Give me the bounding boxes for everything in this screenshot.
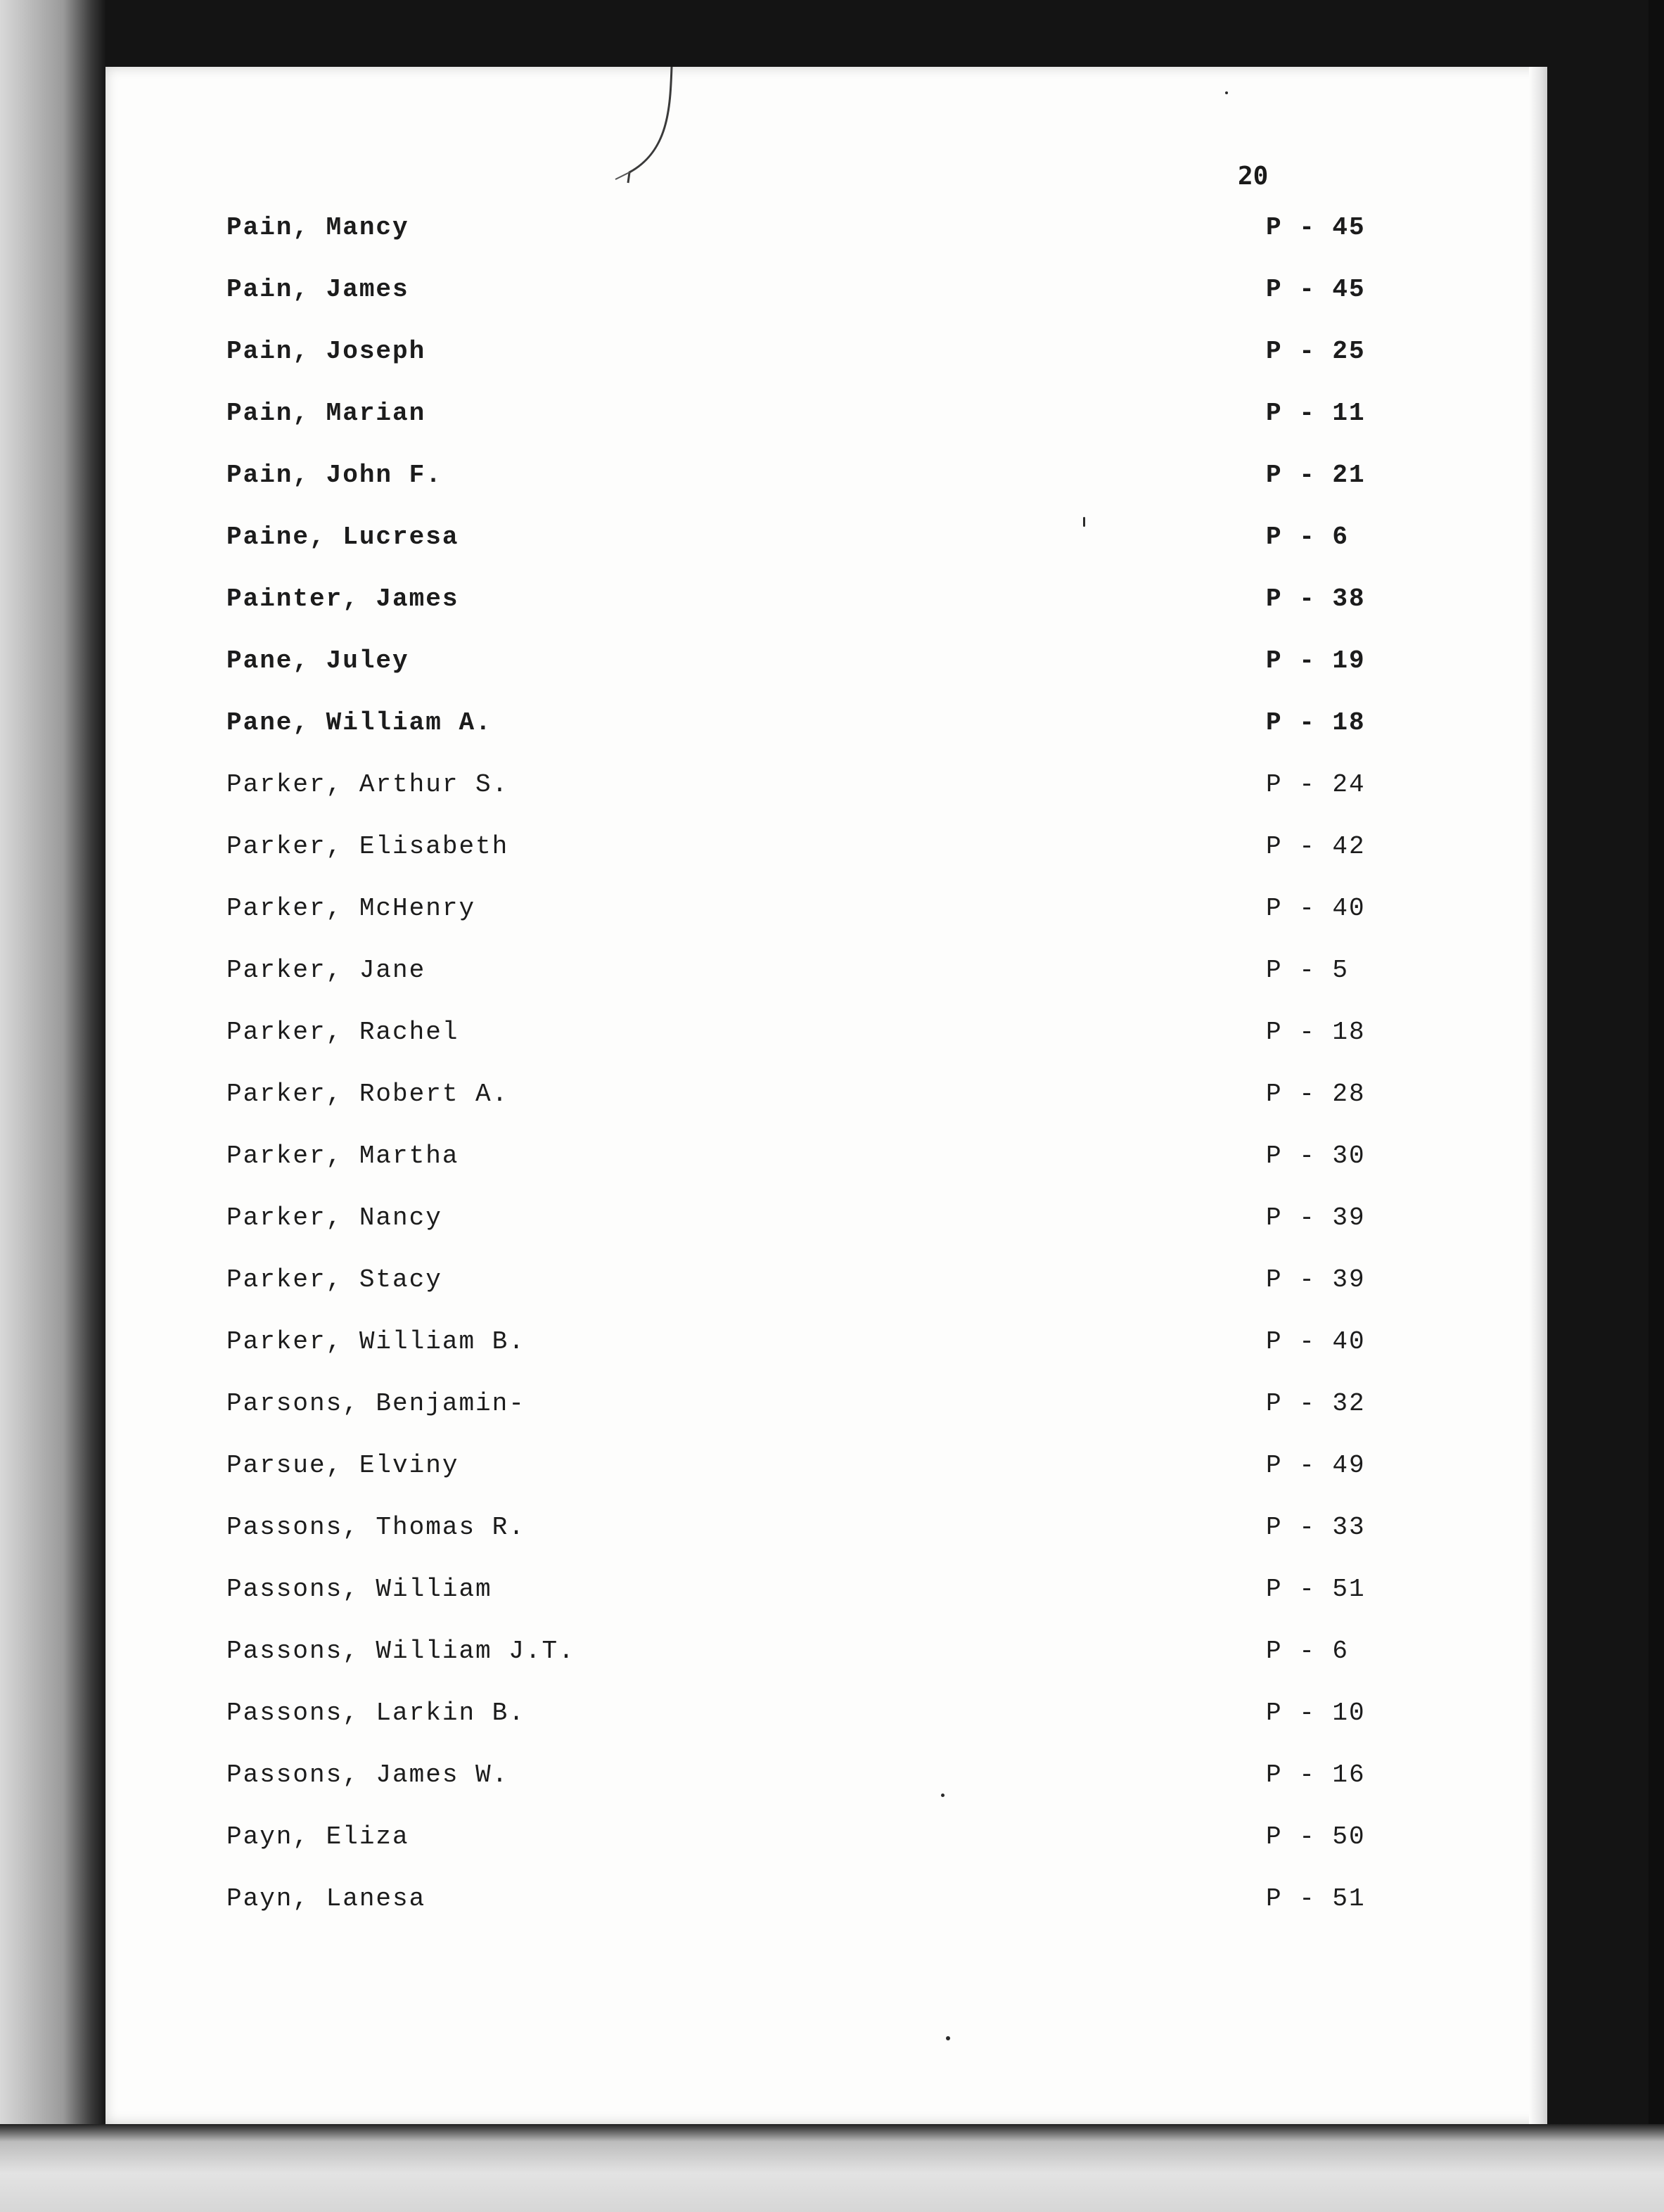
entry-page-reference: P - 40: [1266, 894, 1366, 923]
entry-name: Pain, John F.: [226, 461, 442, 490]
index-entry: [105, 1067, 1547, 1129]
entry-page-reference: P - 19: [1266, 646, 1366, 675]
paper-speck: [1083, 517, 1085, 527]
entry-name: Passons, James W.: [226, 1760, 509, 1789]
entry-name: Pane, William A.: [226, 708, 492, 737]
adjacent-page-edge-bottom: [0, 2124, 1664, 2212]
entry-name: Parker, Rachel: [226, 1018, 459, 1047]
entry-name: Parker, Arthur S.: [226, 770, 509, 799]
entry-name: Payn, Lanesa: [226, 1884, 426, 1913]
index-entry: [105, 1872, 1547, 1933]
index-entry: [105, 1253, 1547, 1315]
index-entry: [105, 1438, 1547, 1500]
entry-name: Pain, Mancy: [226, 213, 409, 242]
entry-page-reference: P - 5: [1266, 956, 1350, 985]
index-entry: [105, 1376, 1547, 1438]
entry-page-reference: P - 42: [1266, 832, 1366, 861]
index-entry: [105, 510, 1547, 572]
index-entry: [105, 819, 1547, 881]
paper-crease-mark: [510, 67, 679, 193]
index-entry: [105, 696, 1547, 757]
entry-page-reference: P - 50: [1266, 1822, 1366, 1851]
entry-page-reference: P - 30: [1266, 1142, 1366, 1170]
entry-page-reference: P - 11: [1266, 399, 1366, 428]
entry-name: Pain, Marian: [226, 399, 426, 428]
entry-page-reference: P - 45: [1266, 275, 1366, 304]
index-entry: [105, 1810, 1547, 1872]
entry-page-reference: P - 45: [1266, 213, 1366, 242]
paper-speck: [1225, 91, 1228, 94]
index-entry: [105, 943, 1547, 1005]
document-page: [105, 67, 1547, 2124]
entry-page-reference: P - 16: [1266, 1760, 1366, 1789]
index-entry: [105, 200, 1547, 262]
index-entry: [105, 262, 1547, 324]
index-entry: [105, 1129, 1547, 1191]
index-entry: [105, 634, 1547, 696]
entry-name: Parsue, Elviny: [226, 1451, 459, 1480]
index-entry: [105, 881, 1547, 943]
entry-name: Pain, James: [226, 275, 409, 304]
entry-name: Passons, William J.T.: [226, 1637, 575, 1666]
entry-page-reference: P - 51: [1266, 1884, 1366, 1913]
entry-name: Parker, Nancy: [226, 1203, 442, 1232]
entry-page-reference: P - 18: [1266, 1018, 1366, 1047]
entry-name: Passons, Larkin B.: [226, 1699, 525, 1727]
index-entry: [105, 757, 1547, 819]
entry-page-reference: P - 33: [1266, 1513, 1366, 1542]
entry-page-reference: P - 40: [1266, 1327, 1366, 1356]
index-entry: [105, 1005, 1547, 1067]
entry-page-reference: P - 21: [1266, 461, 1366, 490]
entry-page-reference: P - 39: [1266, 1265, 1366, 1294]
entry-page-reference: P - 10: [1266, 1699, 1366, 1727]
entry-name: Paine, Lucresa: [226, 523, 459, 551]
index-entry: [105, 572, 1547, 634]
index-entry: [105, 1191, 1547, 1253]
entry-page-reference: P - 18: [1266, 708, 1366, 737]
entry-page-reference: P - 28: [1266, 1080, 1366, 1108]
name-index-list: [105, 200, 1547, 1933]
entry-name: Parker, Martha: [226, 1142, 459, 1170]
index-entry: [105, 1315, 1547, 1376]
entry-page-reference: P - 51: [1266, 1575, 1366, 1604]
paper-speck: [941, 1794, 945, 1797]
index-entry: [105, 1748, 1547, 1810]
entry-page-reference: P - 38: [1266, 584, 1366, 613]
index-entry: [105, 1500, 1547, 1562]
entry-name: Passons, William: [226, 1575, 492, 1604]
index-entry: [105, 386, 1547, 448]
index-entry: [105, 1562, 1547, 1624]
entry-name: Parker, Jane: [226, 956, 426, 985]
entry-page-reference: P - 24: [1266, 770, 1366, 799]
entry-name: Pain, Joseph: [226, 337, 426, 366]
index-entry: [105, 448, 1547, 510]
index-entry: [105, 324, 1547, 386]
index-entry: [105, 1624, 1547, 1686]
entry-page-reference: P - 25: [1266, 337, 1366, 366]
entry-name: Parker, Robert A.: [226, 1080, 509, 1108]
entry-name: Parker, McHenry: [226, 894, 476, 923]
entry-name: Parker, Stacy: [226, 1265, 442, 1294]
entry-page-reference: P - 6: [1266, 523, 1350, 551]
entry-name: Payn, Eliza: [226, 1822, 409, 1851]
entry-page-reference: P - 49: [1266, 1451, 1366, 1480]
paper-fold-edge: [1529, 67, 1547, 2124]
scan-border-right: [1649, 0, 1664, 2212]
entry-name: Painter, James: [226, 584, 459, 613]
entry-name: Parker, Elisabeth: [226, 832, 509, 861]
entry-name: Passons, Thomas R.: [226, 1513, 525, 1542]
entry-name: Parker, William B.: [226, 1327, 525, 1356]
entry-page-reference: P - 39: [1266, 1203, 1366, 1232]
adjacent-page-edge-left: [0, 0, 105, 2212]
page-number: 20: [1238, 162, 1269, 191]
paper-speck: [946, 2036, 950, 2040]
entry-page-reference: P - 32: [1266, 1389, 1366, 1418]
entry-name: Pane, Juley: [226, 646, 409, 675]
entry-name: Parsons, Benjamin-: [226, 1389, 525, 1418]
index-entry: [105, 1686, 1547, 1748]
entry-page-reference: P - 6: [1266, 1637, 1350, 1666]
